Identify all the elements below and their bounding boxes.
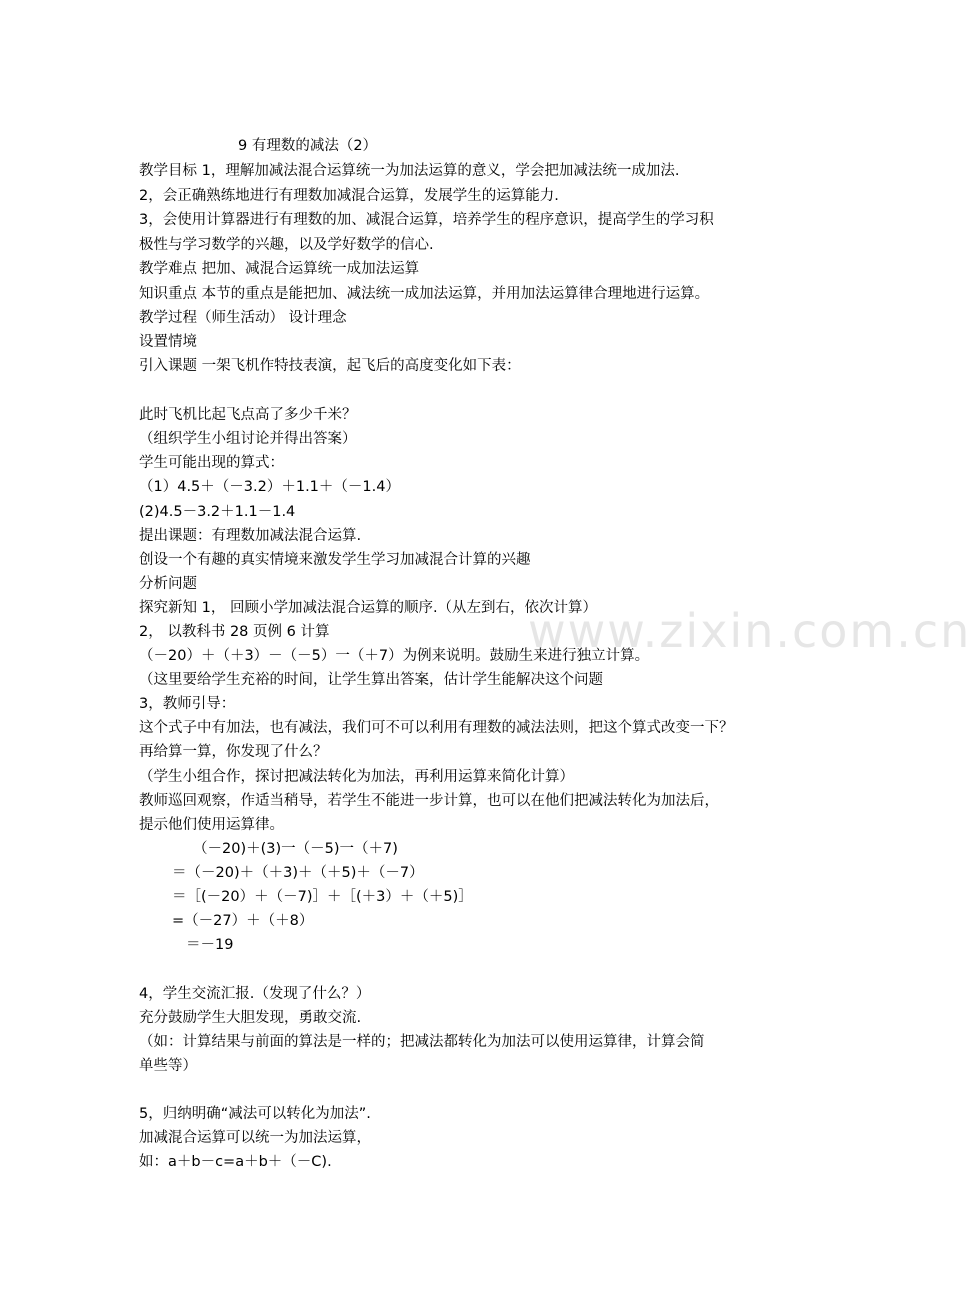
equation-line: ＝－19 (186, 937, 234, 953)
text-line: (2)4.5－3.2＋1.1－1.4 (139, 504, 296, 520)
doc-title: 9 有理数的减法（2） (238, 138, 378, 154)
equation-line: （－20)＋(3)一（－5)一（＋7) (193, 841, 398, 857)
text-line: 教学目标 1，理解加减法混合运算统一为加法运算的意义，学会把加减法统一成加法. (139, 163, 680, 179)
text-line: 提示他们使用运算律。 (139, 817, 284, 833)
text-line: 2， 以教科书 28 页例 6 计算 (139, 624, 330, 640)
equation-line: ＝（－20)＋（＋3)＋（＋5)＋（－7） (172, 865, 424, 881)
text-line: 创设一个有趣的真实情境来激发学生学习加减混合计算的兴趣 (139, 552, 531, 568)
watermark: www.zixin.com.cn (528, 604, 971, 658)
text-line: 提出课题：有理数加减法混合运算. (139, 528, 362, 544)
text-line: 加减混合运算可以统一为加法运算， (139, 1130, 371, 1146)
text-line: 单些等） (139, 1058, 197, 1074)
text-line: 此时飞机比起飞点高了多少千米？ (139, 407, 357, 423)
text-line: 探究新知 1， 回顾小学加减法混合运算的顺序.（从左到右，依次计算） (139, 600, 598, 616)
text-line: 教学过程（师生活动） 设计理念 (139, 310, 347, 326)
text-line: 3，会使用计算器进行有理数的加、减混合运算，培养学生的程序意识，提高学生的学习积 (139, 212, 714, 228)
text-line: 极性与学习数学的兴趣，以及学好数学的信心. (139, 237, 434, 253)
text-line: 教学难点 把加、减混合运算统一成加法运算 (139, 261, 420, 277)
text-line: 4，学生交流汇报.（发现了什么？） (139, 986, 371, 1002)
equation-line: ＝［(－20）＋（－7)］＋［(＋3）＋（＋5)］ (172, 889, 473, 905)
equation-line: =（－27）＋（＋8） (172, 913, 314, 929)
text-line: 引入课题 一架飞机作特技表演，起飞后的高度变化如下表： (139, 358, 521, 374)
text-line: 如：a＋b－c=a＋b＋（－C). (139, 1154, 332, 1170)
text-line: 这个式子中有加法，也有减法，我们可不可以利用有理数的减法法则，把这个算式改变一下？ (139, 720, 734, 736)
text-line: 再给算一算，你发现了什么？ (139, 744, 328, 760)
text-line: （这里要给学生充裕的时间，让学生算出答案，估计学生能解决这个问题 (139, 672, 603, 688)
text-line: 设置情境 (139, 334, 197, 350)
text-line: 分析问题 (139, 576, 197, 592)
text-line: （学生小组合作，探讨把减法转化为加法，再利用运算来简化计算） (139, 769, 574, 785)
text-line: （1）4.5＋（－3.2）＋1.1＋（－1.4） (139, 479, 400, 495)
text-line: （－20）＋（＋3）－（－5）一（＋7）为例来说明。鼓励生来进行独立计算。 (139, 648, 650, 664)
text-line: 教师巡回观察，作适当稍导，若学生不能进一步计算，也可以在他们把减法转化为加法后， (139, 793, 719, 809)
text-line: （组织学生小组讨论并得出答案） (139, 431, 357, 447)
text-line: 2，会正确熟练地进行有理数加减混合运算，发展学生的运算能力. (139, 188, 559, 204)
text-line: 充分鼓励学生大胆发现，勇敢交流. (139, 1010, 362, 1026)
text-line: 学生可能出现的算式： (139, 455, 284, 471)
text-line: 知识重点 本节的重点是能把加、减法统一成加法运算，并用加法运算律合理地进行运算。 (139, 286, 710, 302)
text-line: 3，教师引导： (139, 696, 236, 712)
text-line: （如：计算结果与前面的算法是一样的；把减法都转化为加法可以使用运算律，计算会简 (139, 1034, 705, 1050)
text-line: 5，归纳明确“减法可以转化为加法”. (139, 1106, 371, 1122)
